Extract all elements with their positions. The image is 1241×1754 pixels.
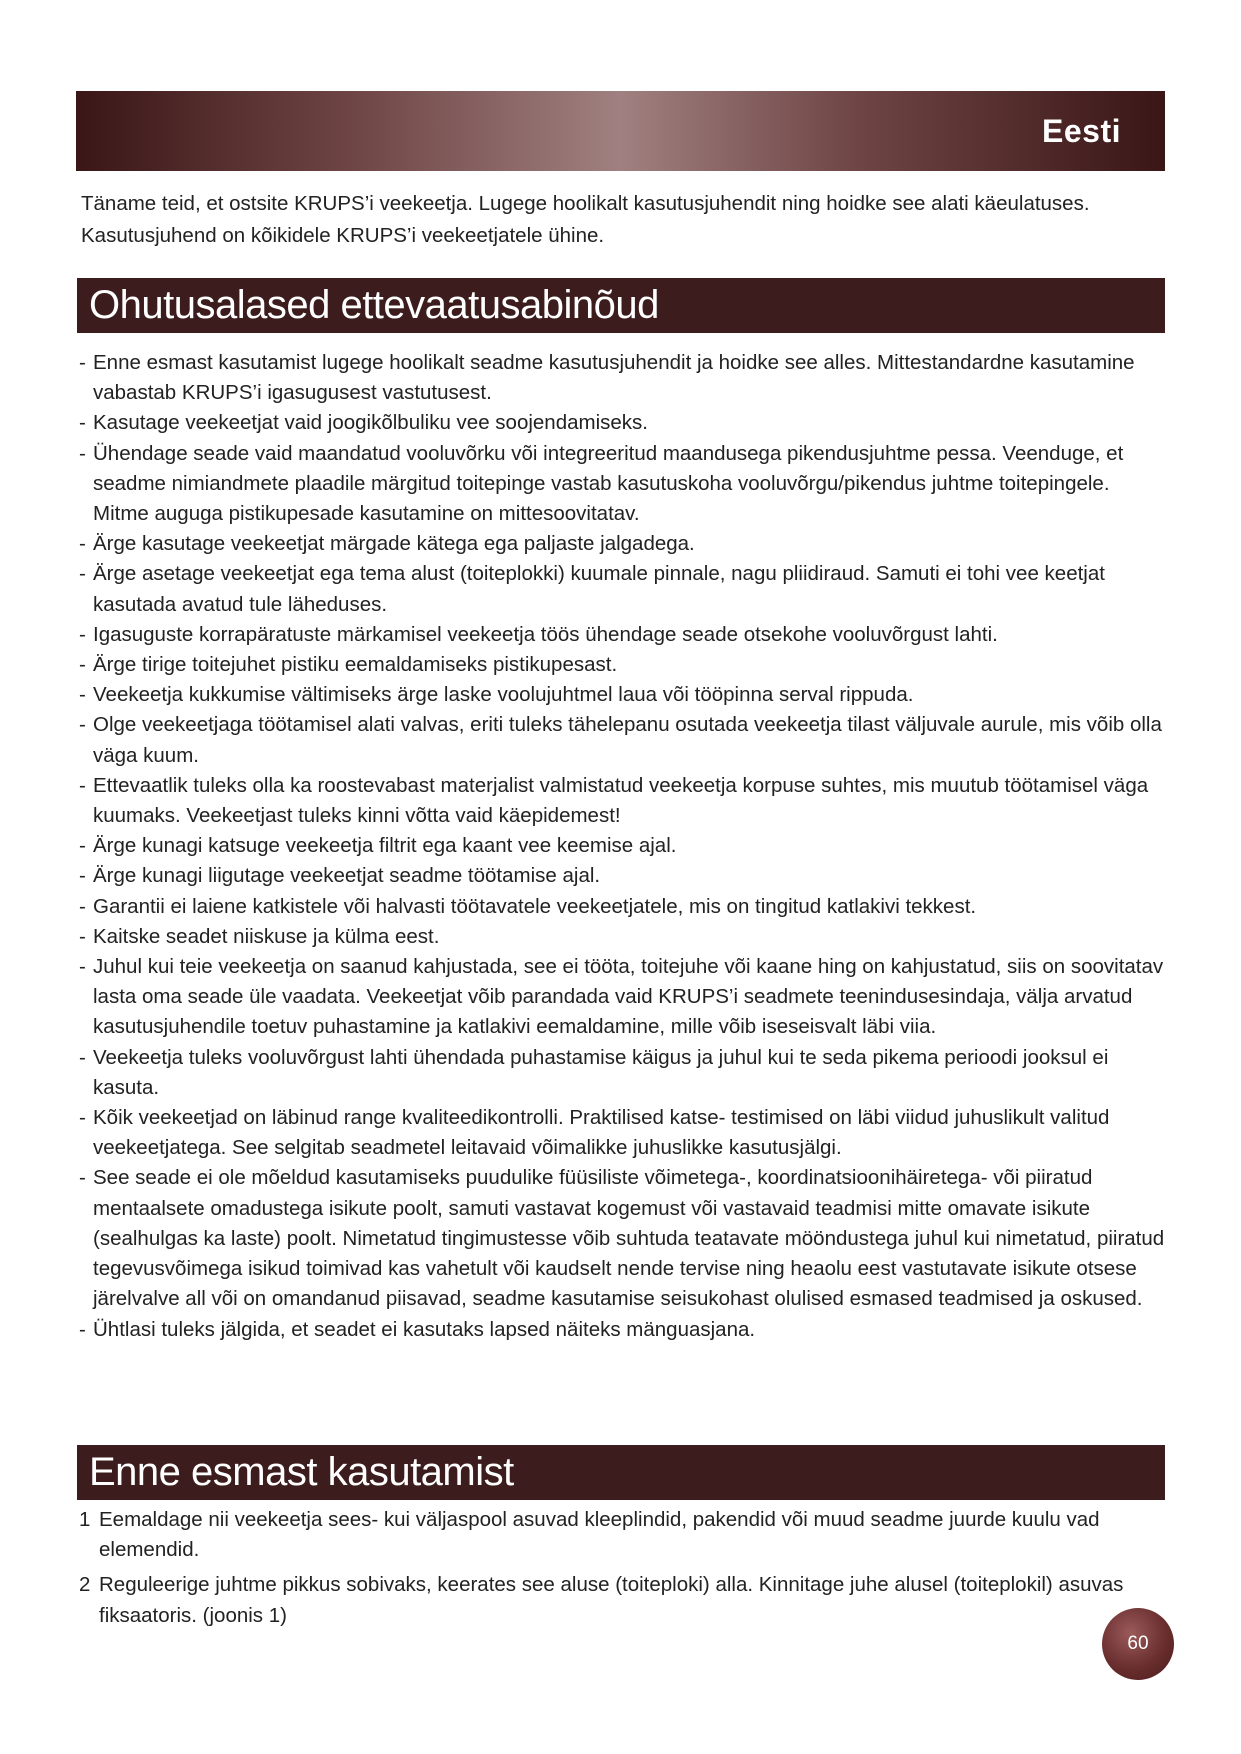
- safety-list: [77, 348, 1167, 1345]
- safety-item: - Ühtlasi tuleks jälgida, et seadet ei kasutaks lapsed näiteks mänguasjana.: [77, 1315, 1167, 1345]
- safety-item: - Ärge tirige toitejuhet pistiku eemaldamiseks pistikupesast.: [77, 650, 1167, 680]
- safety-item: - Veekeetja tuleks vooluvõrgust lahti ühendada puhastamise käigus ja juhul kui te seda pikema perioodi jooksul ei kasuta.: [77, 1043, 1167, 1103]
- language-label: Eesti: [1042, 113, 1121, 149]
- safety-section-title: Ohutusalased ettevaatusabinõud: [89, 283, 659, 327]
- safety-item: - Olge veekeetjaga töötamisel alati valvas, eriti tuleks tähelepanu osutada veekeetja tilast väljuvale aurule, mis võib olla väga kuum.: [77, 710, 1167, 770]
- first-use-step: [77, 1570, 1167, 1630]
- language-header-bar: [76, 91, 1165, 171]
- safety-item: - Ärge asetage veekeetjat ega tema alust (toiteplokki) kuumale pinnale, nagu pliidiraud. Samuti ei tohi vee keetjat kasutada avatud tule läheduses.: [77, 559, 1167, 619]
- safety-item: - Kaitske seadet niiskuse ja külma eest.: [77, 922, 1167, 952]
- first-use-section-title: Enne esmast kasutamist: [89, 1450, 514, 1494]
- step-number: 2: [79, 1573, 91, 1597]
- safety-item: - See seade ei ole mõeldud kasutamiseks puudulike füüsiliste võimetega-, koordinatsioonihäiretega- või piiratud mentaalsete omadustega isikute poolt, samuti vastavat kogemust või vastavaid teadmisi mitte omavate isikute (sealhulgas ka laste) poolt. Nimetatud tingimustesse võib suhtuda teatavate mööndustega juhul kui nimetatud, piiratud tegevusvõimega isikud toimivad kas vahetult või kaudselt nende tervise ning heaolu eest vastutavate isikute otsese järelvalve all või on omandanud piisavad, seadme kasutamise seisukohast olulised esmased teadmised ja oskused.: [77, 1163, 1167, 1314]
- intro-paragraph: Täname teid, et ostsite KRUPS’i veekeetja. Lugege hoolikalt kasutusjuhendit ning hoidke see alati käeulatuses. Kasutusjuhend on kõikidele KRUPS’i veekeetjatele ühine.: [81, 192, 1090, 247]
- safety-section-header: [77, 278, 1165, 333]
- safety-item: - Juhul kui teie veekeetja on saanud kahjustada, see ei tööta, toitejuhe või kaane hing on kahjustatud, siis on soovitatav lasta oma seade üle vaadata. Veekeetjat võib parandada vaid KRUPS’i seadmete teenindusesindaja, välja arvatud kasutusjuhendile toetuv puhastamine ja katlakivi eemaldamine, mille võib iseseisvalt läbi viia.: [77, 952, 1167, 1043]
- safety-item: - Ettevaatlik tuleks olla ka roostevabast materjalist valmistatud veekeetja korpuse suhtes, mis muutub töötamisel väga kuumaks. Veekeetjast tuleks kinni võtta vaid käepidemest!: [77, 771, 1167, 831]
- page-number-badge: 60: [1102, 1608, 1174, 1680]
- safety-item: - Garantii ei laiene katkistele või halvasti töötavatele veekeetjatele, mis on tingitud katlakivi tekkest.: [77, 892, 1167, 922]
- first-use-section-header: [77, 1445, 1165, 1500]
- step-text: Eemaldage nii veekeetja sees- kui väljaspool asuvad kleeplindid, pakendid või muud seadme juurde kuulu vad elemendid.: [99, 1508, 1100, 1562]
- first-use-step: [77, 1505, 1167, 1565]
- safety-item: - Kõik veekeetjad on läbinud range kvaliteedikontrolli. Praktilised katse- testimised on läbi viidud juhuslikult valitud veekeetjatega. See selgitab seadmetel leitavaid võimalikke juhuslikke kasutusjälgi.: [77, 1103, 1167, 1163]
- step-text: Reguleerige juhtme pikkus sobivaks, keerates see aluse (toiteploki) alla. Kinnitage juhe alusel (toiteplokil) asuvas fiksaatoris. (joonis 1): [99, 1573, 1124, 1627]
- safety-item: - Enne esmast kasutamist lugege hoolikalt seadme kasutusjuhendit ja hoidke see alles. Mittestandardne kasutamine vabastab KRUPS’i igasugusest vastutusest.: [77, 348, 1167, 408]
- safety-item: - Ärge kasutage veekeetjat märgade kätega ega paljaste jalgadega.: [77, 529, 1167, 559]
- safety-item: - Ärge kunagi liigutage veekeetjat seadme töötamise ajal.: [77, 861, 1167, 891]
- safety-item: - Igasuguste korrapäratuste märkamisel veekeetja töös ühendage seade otsekohe vooluvõrgust lahti.: [77, 620, 1167, 650]
- safety-item: - Veekeetja kukkumise vältimiseks ärge laske voolujuhtmel laua või tööpinna serval rippuda.: [77, 680, 1167, 710]
- step-number: 1: [79, 1508, 91, 1531]
- safety-item: - Kasutage veekeetjat vaid joogikõlbuliku vee soojendamiseks.: [77, 408, 1167, 438]
- first-use-steps: [77, 1505, 1167, 1636]
- safety-item: - Ärge kunagi katsuge veekeetja filtrit ega kaant vee keemise ajal.: [77, 831, 1167, 861]
- safety-item: - Ühendage seade vaid maandatud vooluvõrku või integreeritud maandusega pikendusjuhtme pessa. Veenduge, et seadme nimiandmete plaadile märgitud toitepinge vastab kasutuskoha vooluvõrgu/pikendus juhtme toitepingele. Mitme auguga pistikupesade kasutamine on mittesoovitatav.: [77, 439, 1167, 530]
